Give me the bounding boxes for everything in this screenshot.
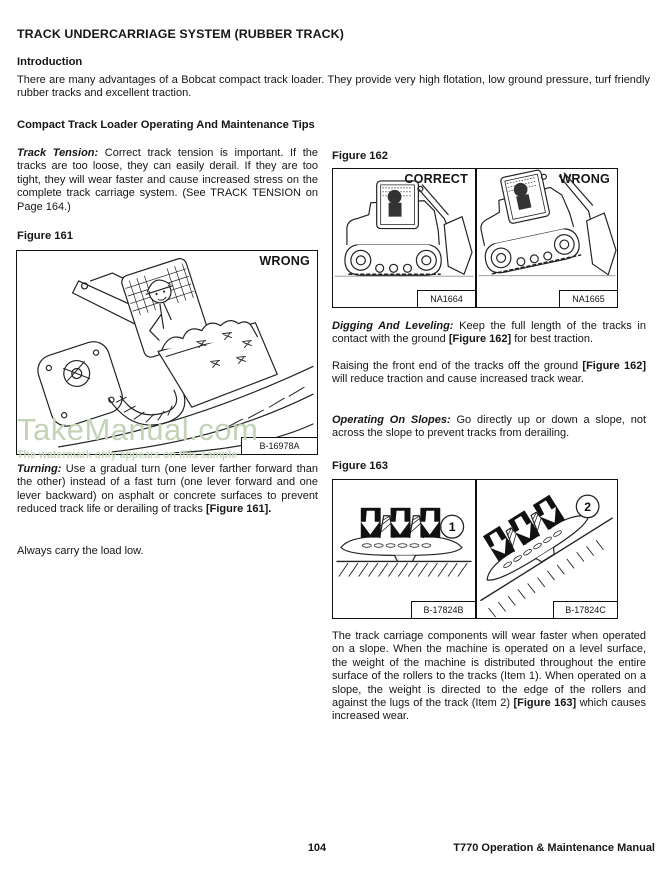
figure-163-item2-number: 2: [584, 499, 592, 514]
figure-163-slope-drawing: [477, 480, 617, 617]
wear-body2: which causes increased wear.: [332, 697, 646, 723]
digging-body1: Keep the full length of the tracks in contact with the ground: [332, 320, 646, 346]
slopes-body: Go directly up or down a slope, not across the slope to prevent tracks from derailing.: [332, 414, 646, 440]
figure-163-item1-number: 1: [448, 520, 456, 535]
page-title: TRACK UNDERCARRIAGE SYSTEM (RUBBER TRACK): [17, 27, 344, 41]
raising-paragraph: [332, 360, 646, 387]
figure-161-heading: Figure 161: [17, 230, 73, 242]
watermark: [17, 412, 258, 461]
turning-lead: Turning:: [17, 463, 62, 475]
digging-body2: for best traction.: [514, 333, 594, 346]
carry-low-note: Always carry the load low.: [17, 545, 144, 557]
figure-163-level-caption: B-17824B: [411, 601, 475, 618]
turning-figure-ref: [Figure 161].: [205, 503, 272, 516]
figure-162-box: [332, 168, 618, 308]
figure-162-correct-drawing: [333, 169, 475, 306]
track-tension-lead: Track Tension:: [17, 147, 99, 159]
slopes-lead: Operating On Slopes:: [332, 414, 451, 426]
wear-figure-ref: [Figure 163]: [513, 697, 577, 710]
raising-body1: Raising the front end of the tracks off the ground: [332, 360, 579, 372]
figure-162-wrong-drawing: [477, 169, 617, 306]
figure-162-correct-caption: NA1664: [417, 290, 475, 307]
figure-161-caption: B-16978A: [241, 437, 317, 454]
track-tension-paragraph: [17, 147, 318, 214]
wear-body1: The track carriage components will wear faster when operated on a slope. When the machine is operated on a level surface, the weight of the machine is distributed throughout the entire surface of the rollers to the tracks (Item 1). When operated on a slope, the weight is directed to the edge of the rollers and against the lugs of the track (Item 2): [332, 630, 646, 710]
figure-161-wrong-label: WRONG: [259, 254, 310, 268]
figure-162-correct-label: CORRECT: [404, 172, 468, 186]
figure-163-level-drawing: [333, 480, 475, 617]
watermark-sub: The watermark only appears on this sample: [17, 449, 238, 461]
digging-paragraph: [332, 320, 646, 347]
raising-body2: will reduce traction and cause increased track wear.: [332, 373, 584, 386]
figure-163-slope-caption: B-17824C: [553, 601, 617, 618]
track-tension-body: Correct track tension is important. If the tracks are too loose, they can easily derail. If they are too tight, they will wear faster and cause increased stress on the complete track carriage system. (See TRACK TENSION on Page 164.): [17, 147, 319, 213]
figure-162-wrong-panel: [477, 169, 617, 307]
footer-manual-title: T770 Operation & Maintenance Manual: [453, 842, 655, 854]
introduction-body: There are many advantages of a Bobcat compact track loader. They provide very high flotation, low ground pressure, turf friendly rubber tracks and excellent traction.: [17, 74, 650, 100]
figure-162-wrong-caption: NA1665: [559, 290, 617, 307]
turning-paragraph: [17, 463, 318, 517]
figure-162-wrong-label: WRONG: [559, 172, 610, 186]
turning-body: Use a gradual turn (one lever farther forward than the other) instead of a fast turn (one lever forward and one lever backward) on asphalt or concrete surfaces to prevent reduced track life or derailing of tracks: [17, 463, 318, 516]
digging-lead: Digging And Leveling:: [332, 320, 454, 332]
figure-163-level-panel: [333, 480, 475, 618]
watermark-main: TakeManual.com: [17, 412, 259, 447]
raising-figure-ref: [Figure 162]: [582, 360, 646, 372]
figure-163-heading: Figure 163: [332, 460, 388, 472]
figure-162-heading: Figure 162: [332, 150, 388, 162]
figure-162-correct-panel: [333, 169, 475, 307]
slopes-paragraph: [332, 414, 646, 441]
footer-page-number: 104: [307, 842, 327, 854]
digging-figure-ref: [Figure 162]: [448, 333, 512, 346]
introduction-heading: Introduction: [17, 56, 83, 68]
wear-paragraph: [332, 630, 646, 724]
tips-heading: Compact Track Loader Operating And Maintenance Tips: [17, 119, 315, 131]
figure-163-slope-panel: [477, 480, 617, 618]
figure-163-box: [332, 479, 618, 619]
